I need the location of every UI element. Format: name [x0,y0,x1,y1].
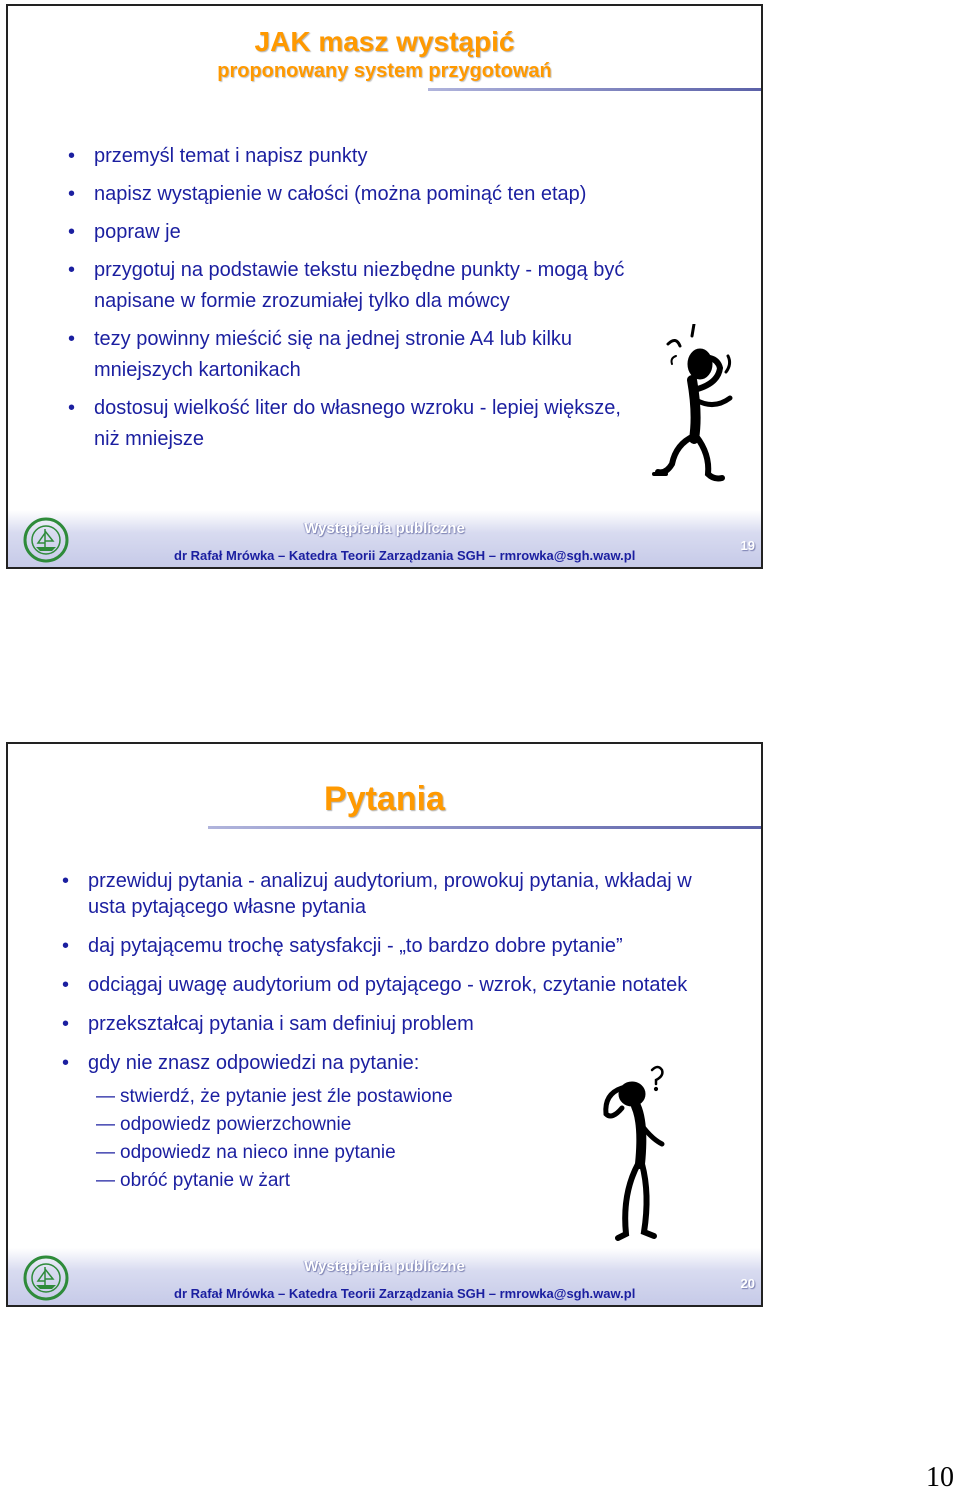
bullet-list [68,141,694,462]
footer-author: dr Rafał Mrówka – Katedra Teorii Zarządzania SGH – rmrowka@sgh.waw.pl [174,1286,636,1301]
bullet-item: • gdy nie znasz odpowiedzi na pytanie: [62,1052,420,1074]
sub-bullet-item: — odpowiedz na nieco inne pytanie [120,1140,718,1166]
slide-number: 20 [740,1276,755,1291]
bullet-item: • przemyśl temat i napisz punkty [94,141,694,172]
bullet-icon: • [68,183,76,205]
sub-bullet-item: — stwierdź, że pytanie jest źle postawione [120,1084,718,1110]
sub-bullet-item: — obróć pytanie w żart [120,1168,718,1194]
title-underline [208,826,761,829]
bullet-item: • daj pytającemu trochę satysfakcji - „to bardzo dobre pytanie” [62,935,623,957]
bullet-item: • popraw je [94,217,694,248]
confused-stick-figure [648,324,748,494]
title-underline [428,88,761,91]
bullet-icon: • [62,1013,70,1035]
bullet-item: • przygotuj na podstawie tekstu niezbędne punkty - mogą być napisane w formie zrozumiałej tylko dla mówcy [94,255,684,317]
slide-title: Pytania [324,780,445,818]
slide-footer [8,510,761,567]
bullet-item: • przekształcaj pytania i sam definiuj problem [62,1013,474,1035]
slide-footer [8,1248,761,1305]
dash-icon: — [96,1170,115,1191]
bullet-icon: • [68,145,76,167]
footer-author: dr Rafał Mrówka – Katedra Teorii Zarządzania SGH – rmrowka@sgh.waw.pl [174,548,636,563]
footer-title: Wystąpienia publiczne [304,520,465,537]
bullet-icon: • [68,397,76,419]
footer-title: Wystąpienia publiczne [304,1258,465,1275]
document-page-number: 10 [926,1462,954,1493]
dash-icon: — [96,1086,115,1107]
slide-title: JAK masz wystąpić [254,26,515,57]
bullet-item: • tezy powinny mieścić się na jednej stronie A4 lub kilku mniejszych kartonikach [94,324,654,386]
dash-icon: — [96,1114,115,1135]
slide-subtitle: proponowany system przygotowań [217,60,552,82]
bullet-icon: • [62,1052,70,1074]
bullet-item: • przewiduj pytania - analizuj audytorium, prowokuj pytania, wkładaj w usta pytającego własne pytania [62,870,692,918]
bullet-icon: • [68,221,76,243]
bullet-icon: • [62,870,70,892]
slide-20 [6,742,763,1307]
slide-number: 19 [740,538,755,553]
bullet-icon: • [62,974,70,996]
slide-19 [6,4,763,569]
bullet-item: • dostosuj wielkość liter do własnego wzroku - lepiej większe, niż mniejsze [94,393,624,455]
bullet-icon: • [68,259,76,281]
bullet-icon: • [68,328,76,350]
sub-bullet-item: — odpowiedz powierzchownie [120,1112,718,1138]
bullet-item: • napisz wystąpienie w całości (można pominąć ten etap) [94,179,694,210]
bullet-icon: • [62,935,70,957]
bullet-item: • odciągaj uwagę audytorium od pytającego - wzrok, czytanie notatek [62,974,688,996]
dash-icon: — [96,1142,115,1163]
question-stick-figure [592,1064,702,1254]
